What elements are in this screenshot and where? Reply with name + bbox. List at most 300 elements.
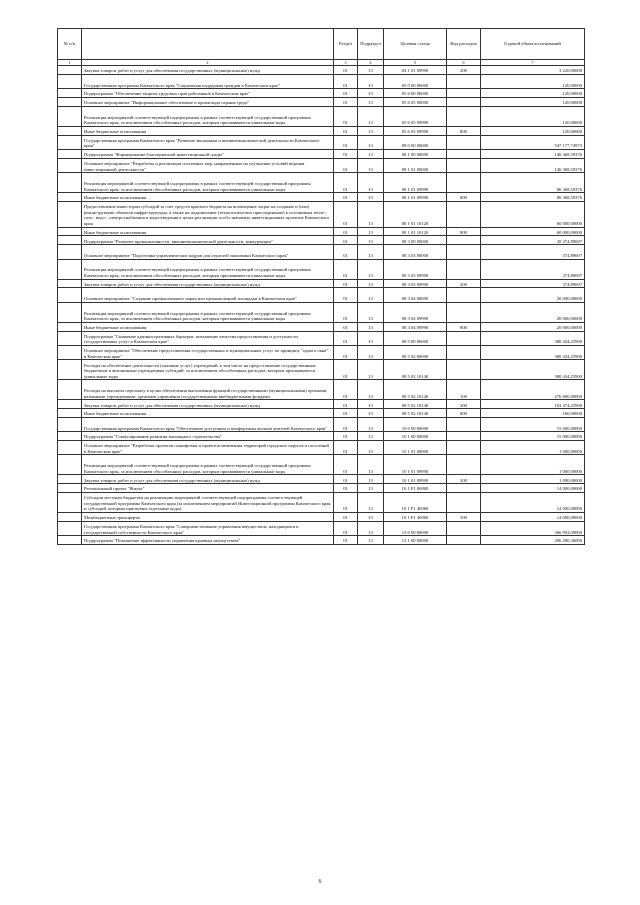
row-razdel: 01 bbox=[334, 236, 358, 245]
row-target: 10 1 01 09990 bbox=[384, 455, 447, 475]
row-vid bbox=[447, 521, 481, 535]
row-name: Иные бюджетные ассигнования bbox=[82, 322, 334, 331]
row-name: Реализация мероприятий соответствующей подпрограммы в рамках соответствующей государственной программы Камчатского края, за исключением обособленных расходов, которым присваиваются уникальные коды bbox=[82, 455, 334, 475]
row-number bbox=[58, 74, 82, 88]
row-amount: 374,89697 bbox=[481, 245, 585, 259]
row-number bbox=[58, 236, 82, 245]
row-name: Реализация мероприятий соответствующей подпрограммы в рамках соответствующей государственной программы Камчатского края, за исключением обособленных расходов, которым присваиваются уникальные коды bbox=[82, 106, 334, 126]
row-vid: 200 bbox=[447, 279, 481, 288]
row-razdel: 01 bbox=[334, 475, 358, 484]
row-amount: 160,00000 bbox=[481, 409, 585, 418]
row-name: Реализация мероприятий соответствующей подпрограммы в рамках соответствующей государственной программы Камчатского края, за исключением обособленных расходов, которым присваиваются уникальные коды bbox=[82, 302, 334, 322]
table-row bbox=[58, 345, 585, 359]
row-number bbox=[58, 475, 82, 484]
column-number: 3 bbox=[334, 60, 358, 66]
row-target: 05 0 00 00000 bbox=[384, 74, 447, 88]
row-amount: 120,00000 bbox=[481, 126, 585, 135]
row-target: 13 1 00 00000 bbox=[384, 536, 447, 545]
row-name: Иные бюджетные ассигнования bbox=[82, 193, 334, 202]
row-vid bbox=[447, 259, 481, 279]
row-target: 08 5 00 00000 bbox=[384, 331, 447, 345]
row-razdel: 01 bbox=[334, 322, 358, 331]
row-vid: 200 bbox=[447, 66, 481, 75]
row-vid bbox=[447, 201, 481, 227]
row-target: 10 0 00 00000 bbox=[384, 417, 447, 431]
row-podrazdel: 13 bbox=[358, 126, 384, 135]
row-amount: 15 000,00000 bbox=[481, 432, 585, 441]
row-number bbox=[58, 201, 82, 227]
table-row bbox=[58, 288, 585, 302]
row-podrazdel: 13 bbox=[358, 345, 384, 359]
row-podrazdel: 13 bbox=[358, 513, 384, 522]
table-row bbox=[58, 475, 585, 484]
row-number bbox=[58, 158, 82, 172]
row-number bbox=[58, 409, 82, 418]
row-name: Подпрограмма "Снижение административных барьеров, повышение качества предоставления и доступности государственных услуг в Камчатском крае" bbox=[82, 331, 334, 345]
table-row bbox=[58, 432, 585, 441]
row-vid: 500 bbox=[447, 513, 481, 522]
row-number bbox=[58, 126, 82, 135]
row-podrazdel: 13 bbox=[358, 302, 384, 322]
column-number: 4 bbox=[358, 60, 384, 66]
row-razdel: 01 bbox=[334, 193, 358, 202]
row-target: 08 5 02 10140 bbox=[384, 380, 447, 400]
row-podrazdel: 13 bbox=[358, 288, 384, 302]
row-target: 10 1 F1 00000 bbox=[384, 484, 447, 493]
row-target: 08 1 01 09990 bbox=[384, 193, 447, 202]
row-razdel: 01 bbox=[334, 126, 358, 135]
row-podrazdel: 13 bbox=[358, 149, 384, 158]
table-row bbox=[58, 380, 585, 400]
row-name: Государственная программа Камчатского края "Совершенствование управления имуществом, находящимся в государственной собственности Камчатского края" bbox=[82, 521, 334, 535]
table-row bbox=[58, 158, 585, 172]
row-vid: 200 bbox=[447, 475, 481, 484]
row-number bbox=[58, 173, 82, 193]
table-row bbox=[58, 126, 585, 135]
row-razdel: 01 bbox=[334, 227, 358, 236]
row-name: Подпрограмма "Повышение эффективности управления краевым имуществом" bbox=[82, 536, 334, 545]
budget-sheet bbox=[57, 28, 584, 545]
row-podrazdel: 13 bbox=[358, 173, 384, 193]
row-amount: 20 374,89697 bbox=[481, 236, 585, 245]
table-row bbox=[58, 236, 585, 245]
row-razdel: 01 bbox=[334, 302, 358, 322]
row-name: Иные бюджетные ассигнования bbox=[82, 126, 334, 135]
row-podrazdel: 13 bbox=[358, 201, 384, 227]
row-razdel: 01 bbox=[334, 417, 358, 431]
row-podrazdel: 13 bbox=[358, 97, 384, 106]
row-name: Основное мероприятие "Подготовка управленческих кадров для отраслей экономики Камчатского края" bbox=[82, 245, 334, 259]
row-razdel: 01 bbox=[334, 173, 358, 193]
row-target: 05 6 05 09990 bbox=[384, 106, 447, 126]
row-target: 04 1 01 09990 bbox=[384, 66, 447, 75]
row-number bbox=[58, 259, 82, 279]
row-amount: 20 000,00000 bbox=[481, 322, 585, 331]
table-row bbox=[58, 409, 585, 418]
row-razdel: 01 bbox=[334, 331, 358, 345]
page-number: 6 bbox=[318, 879, 322, 885]
row-podrazdel: 13 bbox=[358, 441, 384, 455]
row-podrazdel: 13 bbox=[358, 455, 384, 475]
row-number bbox=[58, 227, 82, 236]
row-name: Основное мероприятие "Создание промышленного парка или промышленной площадки в Камчатском крае" bbox=[82, 288, 334, 302]
row-amount: 86 368,59376 bbox=[481, 193, 585, 202]
row-number bbox=[58, 135, 82, 149]
row-vid bbox=[447, 245, 481, 259]
row-vid bbox=[447, 236, 481, 245]
row-amount: 547 177,74973 bbox=[481, 135, 585, 149]
row-vid bbox=[447, 135, 481, 149]
row-name: Основное мероприятие "Информационное обеспечение и пропаганда охраны труда" bbox=[82, 97, 334, 106]
header-amount: Годовой объем ассигнований bbox=[481, 29, 585, 60]
row-vid bbox=[447, 493, 481, 513]
row-name: Закупка товаров, работ и услуг для обеспечения государственных (муниципальных) нужд bbox=[82, 279, 334, 288]
row-name: Закупка товаров, работ и услуг для обеспечения государственных (муниципальных) нужд bbox=[82, 66, 334, 75]
row-target: 10 1 00 00000 bbox=[384, 432, 447, 441]
row-amount: 380 434,25900 bbox=[481, 360, 585, 380]
table-row bbox=[58, 193, 585, 202]
row-number bbox=[58, 400, 82, 409]
header-razdel: Раздел bbox=[334, 29, 358, 60]
row-target: 08 5 02 10140 bbox=[384, 360, 447, 380]
column-number: 2 bbox=[82, 60, 334, 66]
budget-table bbox=[57, 28, 585, 545]
row-podrazdel: 13 bbox=[358, 227, 384, 236]
row-name: Субсидии местным бюджетам на реализацию мероприятий соответствующей подпрограммы соответствующей государственной программы Камчатского края (за исключением мероприятий Инвестиционной программы Камчатского края и субсидий, которым присвоены отдельные коды) bbox=[82, 493, 334, 513]
table-row bbox=[58, 135, 585, 149]
row-razdel: 01 bbox=[334, 455, 358, 475]
table-row bbox=[58, 441, 585, 455]
row-razdel: 01 bbox=[334, 279, 358, 288]
row-number bbox=[58, 149, 82, 158]
row-amount: 374,89697 bbox=[481, 259, 585, 279]
row-amount: 120,00000 bbox=[481, 74, 585, 88]
row-amount: 20 000,00000 bbox=[481, 288, 585, 302]
row-vid bbox=[447, 441, 481, 455]
row-name: Иные бюджетные ассигнования bbox=[82, 409, 334, 418]
table-row bbox=[58, 74, 585, 88]
header-target: Целевая статья bbox=[384, 29, 447, 60]
row-number bbox=[58, 279, 82, 288]
row-target: 08 3 03 00000 bbox=[384, 245, 447, 259]
row-name: Закупка товаров, работ и услуг для обеспечения государственных (муниципальных) нужд bbox=[82, 400, 334, 409]
row-razdel: 01 bbox=[334, 432, 358, 441]
row-podrazdel: 13 bbox=[358, 66, 384, 75]
row-amount: 1 000,00000 bbox=[481, 441, 585, 455]
table-row bbox=[58, 493, 585, 513]
table-row bbox=[58, 513, 585, 522]
row-vid: 100 bbox=[447, 380, 481, 400]
column-number: 7 bbox=[481, 60, 585, 66]
row-target: 08 5 02 00000 bbox=[384, 345, 447, 359]
row-podrazdel: 13 bbox=[358, 135, 384, 149]
row-number bbox=[58, 432, 82, 441]
row-amount: 20 000,00000 bbox=[481, 302, 585, 322]
row-target: 13 0 00 00000 bbox=[384, 521, 447, 535]
row-number bbox=[58, 455, 82, 475]
header-num: № п/п bbox=[58, 29, 82, 60]
row-amount: 14 000,00000 bbox=[481, 484, 585, 493]
row-razdel: 01 bbox=[334, 441, 358, 455]
row-vid bbox=[447, 417, 481, 431]
row-vid bbox=[447, 89, 481, 98]
row-razdel: 01 bbox=[334, 74, 358, 88]
row-number bbox=[58, 521, 82, 535]
row-number bbox=[58, 106, 82, 126]
row-number bbox=[58, 322, 82, 331]
row-name: Подпрограмма "Развитие промышленности, внешнеэкономической деятельности, конкуренции" bbox=[82, 236, 334, 245]
row-podrazdel: 13 bbox=[358, 536, 384, 545]
table-row bbox=[58, 322, 585, 331]
row-razdel: 01 bbox=[334, 360, 358, 380]
row-podrazdel: 13 bbox=[358, 106, 384, 126]
row-target: 08 5 02 10140 bbox=[384, 409, 447, 418]
row-podrazdel: 13 bbox=[358, 322, 384, 331]
row-name: Государственная программа Камчатского края "Развитие экономики и внешнеэкономической деятельности Камчатского края" bbox=[82, 135, 334, 149]
row-vid bbox=[447, 173, 481, 193]
row-number bbox=[58, 493, 82, 513]
row-vid bbox=[447, 536, 481, 545]
row-amount: 15 000,00000 bbox=[481, 417, 585, 431]
row-number bbox=[58, 380, 82, 400]
row-name: Региональный проект "Жилье" bbox=[82, 484, 334, 493]
row-amount: 366 992,09000 bbox=[481, 521, 585, 535]
table-row bbox=[58, 302, 585, 322]
row-name: Государственная программа Камчатского края "Обеспечение доступным и комфортным жильем жителей Камчатского края" bbox=[82, 417, 334, 431]
row-amount: 380 434,25900 bbox=[481, 331, 585, 345]
row-amount: 146 368,59376 bbox=[481, 158, 585, 172]
row-target: 08 3 04 00000 bbox=[384, 288, 447, 302]
row-razdel: 01 bbox=[334, 380, 358, 400]
row-amount: 120,00000 bbox=[481, 97, 585, 106]
row-razdel: 01 bbox=[334, 158, 358, 172]
table-row bbox=[58, 279, 585, 288]
row-name: Межбюджетные трансферты bbox=[82, 513, 334, 522]
table-row bbox=[58, 259, 585, 279]
row-name: Реализация мероприятий соответствующей подпрограммы в рамках соответствующей государственной программы Камчатского края, за исключением обособленных расходов, которым присваиваются уникальные коды bbox=[82, 259, 334, 279]
row-razdel: 01 bbox=[334, 409, 358, 418]
row-razdel: 01 bbox=[334, 345, 358, 359]
row-amount: 103 474,25900 bbox=[481, 400, 585, 409]
row-vid bbox=[447, 97, 481, 106]
row-vid bbox=[447, 360, 481, 380]
row-vid: 200 bbox=[447, 400, 481, 409]
row-podrazdel: 13 bbox=[358, 360, 384, 380]
row-razdel: 01 bbox=[334, 106, 358, 126]
table-row bbox=[58, 227, 585, 236]
row-podrazdel: 13 bbox=[358, 74, 384, 88]
row-target: 08 0 00 00000 bbox=[384, 135, 447, 149]
row-name: Предоставление инвесторам субсидий за счет средств краевого бюджета на возмещение затрат на создание и (или) реконструкцию объектов инфраструктуры, а также на подключение (технологическое присоединение) к источникам тепло-, газо-, водо-, электроснабжения и водоотведения в целях реализации особо значимых инвестиционных проектов Камчатского края bbox=[82, 201, 334, 227]
row-podrazdel: 13 bbox=[358, 259, 384, 279]
row-podrazdel: 13 bbox=[358, 380, 384, 400]
row-number bbox=[58, 302, 82, 322]
row-amount: 120,00000 bbox=[481, 106, 585, 126]
row-podrazdel: 13 bbox=[358, 89, 384, 98]
table-row bbox=[58, 173, 585, 193]
header-vid: Вид расходов bbox=[447, 29, 481, 60]
row-name: Подпрограмма "Формирование благоприятной инвестиционной среды" bbox=[82, 149, 334, 158]
row-number bbox=[58, 441, 82, 455]
row-razdel: 01 bbox=[334, 201, 358, 227]
row-vid bbox=[447, 455, 481, 475]
row-target: 08 3 03 09990 bbox=[384, 259, 447, 279]
row-podrazdel: 13 bbox=[358, 521, 384, 535]
table-row bbox=[58, 149, 585, 158]
row-podrazdel: 13 bbox=[358, 193, 384, 202]
row-razdel: 01 bbox=[334, 259, 358, 279]
row-amount: 374,89697 bbox=[481, 279, 585, 288]
row-target: 08 5 02 10140 bbox=[384, 400, 447, 409]
row-target: 08 1 01 09990 bbox=[384, 173, 447, 193]
table-row bbox=[58, 455, 585, 475]
table-row bbox=[58, 521, 585, 535]
row-number bbox=[58, 536, 82, 545]
row-target: 10 1 01 09990 bbox=[384, 475, 447, 484]
column-number: 5 bbox=[384, 60, 447, 66]
row-name: Закупка товаров, работ и услуг для обеспечения государственных (муниципальных) нужд bbox=[82, 475, 334, 484]
row-name: Подпрограмма "Обеспечение защиты трудовых прав работников в Камчатском крае" bbox=[82, 89, 334, 98]
row-target: 05 6 00 00000 bbox=[384, 89, 447, 98]
row-vid: 800 bbox=[447, 322, 481, 331]
table-row bbox=[58, 536, 585, 545]
row-target: 08 3 04 09990 bbox=[384, 302, 447, 322]
row-amount: 14 000,00000 bbox=[481, 513, 585, 522]
row-target: 08 3 03 09990 bbox=[384, 279, 447, 288]
row-vid bbox=[447, 288, 481, 302]
row-target: 05 6 05 09990 bbox=[384, 126, 447, 135]
row-target: 08 1 01 10120 bbox=[384, 227, 447, 236]
row-vid: 800 bbox=[447, 193, 481, 202]
row-razdel: 01 bbox=[334, 97, 358, 106]
table-row bbox=[58, 66, 585, 75]
row-number bbox=[58, 331, 82, 345]
row-target: 08 3 00 00000 bbox=[384, 236, 447, 245]
column-number: 1 bbox=[58, 60, 82, 66]
row-razdel: 01 bbox=[334, 513, 358, 522]
table-row bbox=[58, 400, 585, 409]
row-razdel: 01 bbox=[334, 493, 358, 513]
row-target: 10 1 F1 40060 bbox=[384, 493, 447, 513]
row-number bbox=[58, 193, 82, 202]
row-razdel: 01 bbox=[334, 521, 358, 535]
row-target: 08 1 01 10120 bbox=[384, 201, 447, 227]
row-amount: 380 434,25900 bbox=[481, 345, 585, 359]
row-name: Подпрограмма "Стимулирование развития жилищного строительства" bbox=[82, 432, 334, 441]
row-amount: 146 368,59376 bbox=[481, 149, 585, 158]
row-target: 08 3 04 09990 bbox=[384, 322, 447, 331]
row-vid: 800 bbox=[447, 126, 481, 135]
row-razdel: 01 bbox=[334, 149, 358, 158]
table-row bbox=[58, 360, 585, 380]
row-number bbox=[58, 89, 82, 98]
row-name: Расходы на выплаты персоналу в целях обеспечения выполнения функций государственными (муниципальными) органами, казенными учреждениями, органами управления государственными внебюджетными фондами bbox=[82, 380, 334, 400]
row-vid bbox=[447, 432, 481, 441]
row-vid bbox=[447, 74, 481, 88]
row-podrazdel: 13 bbox=[358, 331, 384, 345]
row-vid bbox=[447, 484, 481, 493]
table-body bbox=[58, 66, 585, 545]
row-razdel: 01 bbox=[334, 288, 358, 302]
row-vid: 800 bbox=[447, 409, 481, 418]
row-razdel: 01 bbox=[334, 135, 358, 149]
row-razdel: 01 bbox=[334, 245, 358, 259]
row-podrazdel: 13 bbox=[358, 236, 384, 245]
row-podrazdel: 13 bbox=[358, 409, 384, 418]
row-target: 10 1 01 00000 bbox=[384, 441, 447, 455]
row-number bbox=[58, 97, 82, 106]
table-row bbox=[58, 89, 585, 98]
row-target: 10 1 F1 40060 bbox=[384, 513, 447, 522]
row-razdel: 01 bbox=[334, 484, 358, 493]
row-number bbox=[58, 484, 82, 493]
row-vid bbox=[447, 149, 481, 158]
row-target: 08 1 01 00000 bbox=[384, 158, 447, 172]
row-amount: 1 000,00000 bbox=[481, 455, 585, 475]
table-row bbox=[58, 201, 585, 227]
row-name: Реализация мероприятий соответствующей подпрограммы в рамках соответствующей государственной программы Камчатского края, за исключением обособленных расходов, которым присваиваются уникальные коды bbox=[82, 173, 334, 193]
table-row bbox=[58, 106, 585, 126]
row-target: 05 6 05 00000 bbox=[384, 97, 447, 106]
row-number bbox=[58, 513, 82, 522]
row-razdel: 01 bbox=[334, 400, 358, 409]
row-podrazdel: 13 bbox=[358, 279, 384, 288]
header-podrazdel: Подраздел bbox=[358, 29, 384, 60]
row-name: Иные бюджетные ассигнования bbox=[82, 227, 334, 236]
row-podrazdel: 13 bbox=[358, 432, 384, 441]
row-name: Расходы на обеспечение деятельности (оказание услуг) учреждений, в том числе на предоставление государственным бюджетным и автономным учреждениям субсидий, за исключением обособленных расходов, которым присваиваются уникальные коды bbox=[82, 360, 334, 380]
row-number bbox=[58, 345, 82, 359]
table-row bbox=[58, 417, 585, 431]
row-amount: 60 000,00000 bbox=[481, 227, 585, 236]
row-amount: 296 280,36000 bbox=[481, 536, 585, 545]
header-row bbox=[58, 29, 585, 60]
row-vid bbox=[447, 345, 481, 359]
row-razdel: 01 bbox=[334, 66, 358, 75]
row-podrazdel: 13 bbox=[358, 493, 384, 513]
row-amount: 120,00000 bbox=[481, 89, 585, 98]
row-target: 08 1 00 00000 bbox=[384, 149, 447, 158]
row-number bbox=[58, 66, 82, 75]
row-podrazdel: 13 bbox=[358, 475, 384, 484]
row-razdel: 01 bbox=[334, 536, 358, 545]
row-podrazdel: 13 bbox=[358, 158, 384, 172]
row-number bbox=[58, 288, 82, 302]
row-number bbox=[58, 360, 82, 380]
header-name bbox=[82, 29, 334, 60]
row-vid bbox=[447, 158, 481, 172]
row-name: Основное мероприятие "Разработка и реализация системных мер, направленных на улучшение условий ведения инвестиционной деятельности" bbox=[82, 158, 334, 172]
row-amount: 1 000,00000 bbox=[481, 475, 585, 484]
row-vid bbox=[447, 106, 481, 126]
row-amount: 276 800,00000 bbox=[481, 380, 585, 400]
row-name: Основное мероприятие "Разработка проектов планировки и проектов межевания территорий городских округов и поселений в Камчатском крае" bbox=[82, 441, 334, 455]
row-podrazdel: 13 bbox=[358, 400, 384, 409]
table-row bbox=[58, 245, 585, 259]
row-amount: 14 000,00000 bbox=[481, 493, 585, 513]
row-amount: 86 368,59376 bbox=[481, 173, 585, 193]
row-podrazdel: 13 bbox=[358, 245, 384, 259]
row-name: Основное мероприятие "Обеспечение предоставления государственных и муниципальных услуг по принципу "одного окна" в Камчатском крае" bbox=[82, 345, 334, 359]
row-vid bbox=[447, 331, 481, 345]
row-vid bbox=[447, 302, 481, 322]
table-row bbox=[58, 97, 585, 106]
row-number bbox=[58, 417, 82, 431]
row-amount: 3 220,00000 bbox=[481, 66, 585, 75]
row-razdel: 01 bbox=[334, 89, 358, 98]
row-name: Государственная программа Камчатского края "Социальная поддержка граждан в Камчатском крае" bbox=[82, 74, 334, 88]
row-podrazdel: 13 bbox=[358, 417, 384, 431]
